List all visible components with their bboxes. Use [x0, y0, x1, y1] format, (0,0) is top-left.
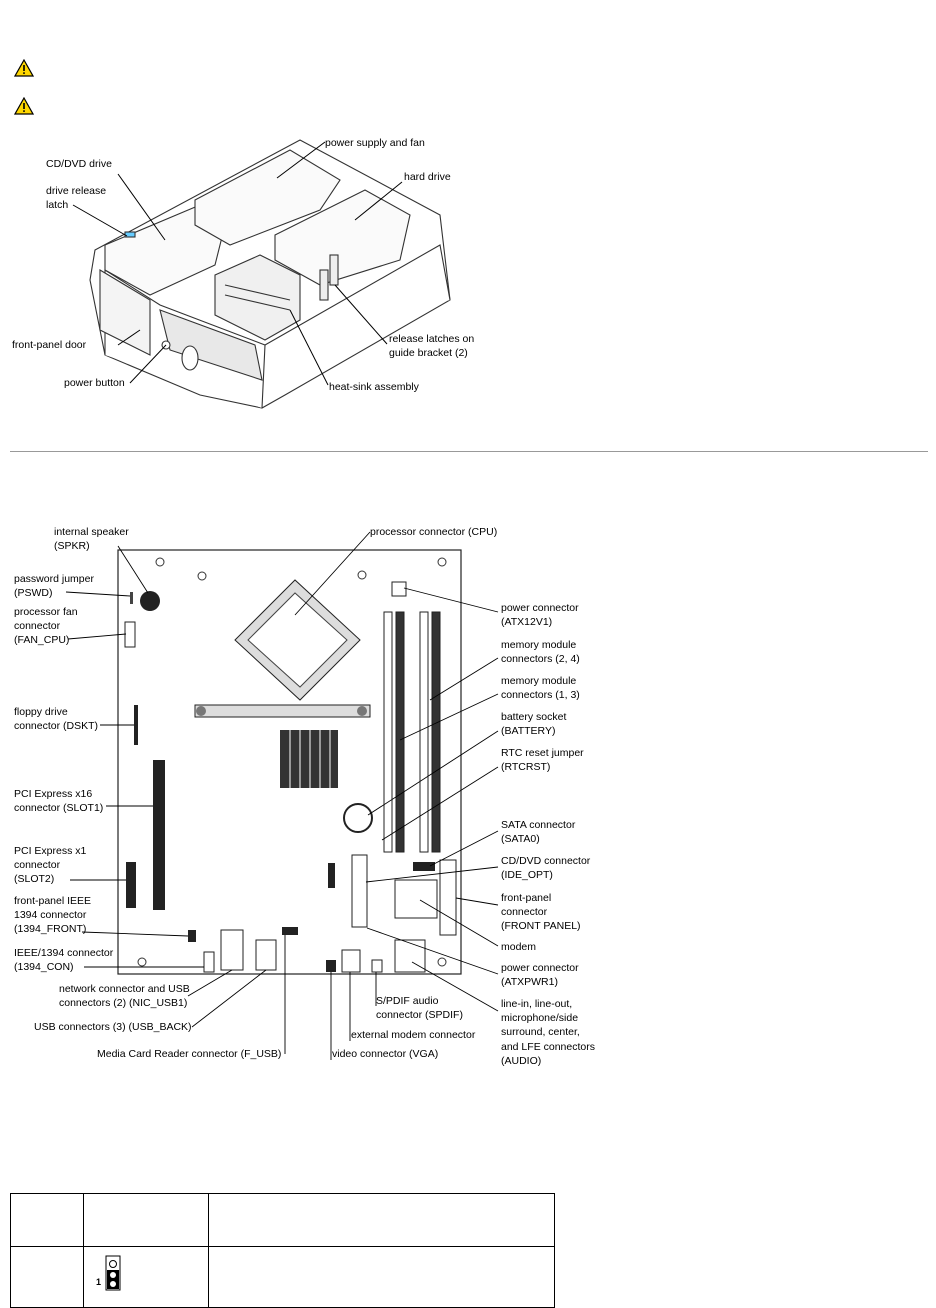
- label-battery: (BATTERY): [501, 725, 556, 737]
- label-pswd: password jumper: [14, 573, 94, 585]
- label-slot2: connector: [14, 859, 61, 871]
- label-audio: microphone/side: [501, 1012, 579, 1024]
- label-1394-front: 1394 connector: [14, 909, 87, 921]
- label-power-button: power button: [64, 377, 125, 389]
- label-1394-con: (1394_CON): [14, 961, 74, 973]
- table-header-row: [11, 1194, 555, 1247]
- label-pswd: (PSWD): [14, 587, 53, 599]
- label-f-usb: Media Card Reader connector (F_USB): [97, 1048, 282, 1060]
- label-rtcrst: (RTCRST): [501, 761, 551, 773]
- label-ide-opt: (IDE_OPT): [501, 869, 553, 881]
- label-spdif: connector (SPDIF): [376, 1009, 463, 1021]
- label-sata0: (SATA0): [501, 833, 540, 845]
- label-slot1: PCI Express x16: [14, 788, 93, 800]
- pin-1-label: 1: [96, 1277, 102, 1287]
- label-1394-con: IEEE/1394 connector: [14, 947, 114, 959]
- label-nic-usb1: connectors (2) (NIC_USB1): [59, 997, 188, 1009]
- label-drive-release-latch: drive release: [46, 185, 107, 197]
- label-dskt: connector (DSKT): [14, 720, 99, 732]
- label-audio: surround, center,: [501, 1026, 580, 1038]
- label-fan-cpu: processor fan: [14, 606, 78, 618]
- label-atx12v1: (ATX12V1): [501, 616, 553, 628]
- label-hard-drive: hard drive: [404, 171, 451, 183]
- label-modem: modem: [501, 941, 537, 953]
- label-front-panel: (FRONT PANEL): [501, 920, 581, 932]
- label-fan-cpu: (FAN_CPU): [14, 634, 70, 646]
- jumper-cell: [84, 1247, 209, 1308]
- label-slot2: PCI Express x1: [14, 845, 87, 857]
- jumper-icon: [94, 1253, 126, 1293]
- label-front-panel: connector: [501, 906, 548, 918]
- label-drive-release-latch: latch: [46, 199, 69, 211]
- label-memory-2-4: connectors (2, 4): [501, 653, 580, 665]
- label-heat-sink: heat-sink assembly: [329, 381, 419, 393]
- label-spdif: S/PDIF audio: [376, 995, 439, 1007]
- label-memory-1-3: connectors (1, 3): [501, 689, 580, 701]
- label-slot2: (SLOT2): [14, 873, 55, 885]
- label-atx12v1: power connector: [501, 602, 579, 614]
- label-cd-dvd-drive: CD/DVD drive: [46, 158, 112, 170]
- label-front-panel: front-panel: [501, 892, 552, 904]
- label-spkr: (SPKR): [54, 540, 90, 552]
- label-slot1: connector (SLOT1): [14, 802, 104, 814]
- label-audio: and LFE connectors: [501, 1041, 595, 1053]
- label-front-panel-door: front-panel door: [12, 339, 87, 351]
- label-power-supply: power supply and fan: [325, 137, 425, 149]
- label-battery: battery socket: [501, 711, 567, 723]
- label-memory-1-3: memory module: [501, 675, 577, 687]
- table-header-cell: [11, 1194, 84, 1247]
- label-cpu: processor connector (CPU): [370, 526, 498, 538]
- label-1394-front: front-panel IEEE: [14, 895, 92, 907]
- label-atxpwr1: power connector: [501, 962, 579, 974]
- table-cell: [209, 1247, 555, 1308]
- label-dskt: floppy drive: [14, 706, 68, 718]
- label-spkr: internal speaker: [54, 526, 129, 538]
- label-release-latches: guide bracket (2): [389, 347, 468, 359]
- label-ide-opt: CD/DVD connector: [501, 855, 591, 867]
- label-rtcrst: RTC reset jumper: [501, 747, 584, 759]
- label-audio: line-in, line-out,: [501, 998, 573, 1010]
- label-nic-usb1: network connector and USB: [59, 983, 190, 995]
- label-vga: video connector (VGA): [332, 1048, 439, 1060]
- table-header-cell: [84, 1194, 209, 1247]
- label-external-modem: external modem connector: [351, 1029, 476, 1041]
- jumper-table: [10, 1193, 555, 1308]
- label-fan-cpu: connector: [14, 620, 61, 632]
- table-header-cell: [209, 1194, 555, 1247]
- label-sata0: SATA connector: [501, 819, 576, 831]
- label-release-latches: release latches on: [389, 333, 475, 345]
- table-row: [11, 1247, 555, 1308]
- label-1394-front: (1394_FRONT): [14, 923, 87, 935]
- label-usb-back: USB connectors (3) (USB_BACK): [34, 1021, 192, 1033]
- label-atxpwr1: (ATXPWR1): [501, 976, 558, 988]
- table-cell: [11, 1247, 84, 1308]
- label-audio: (AUDIO): [501, 1055, 542, 1067]
- label-memory-2-4: memory module: [501, 639, 577, 651]
